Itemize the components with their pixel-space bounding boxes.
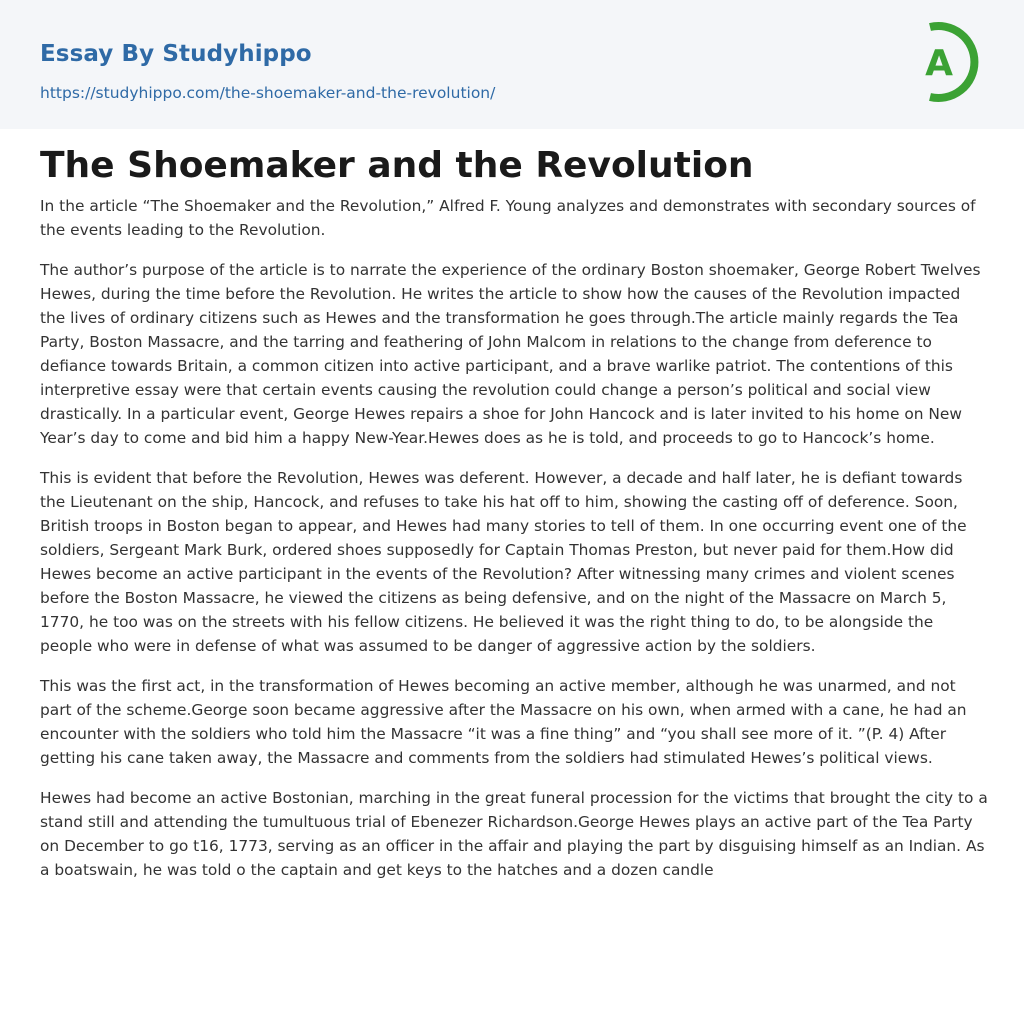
site-header — [0, 0, 1024, 129]
studyhippo-logo-icon[interactable] — [906, 17, 990, 107]
page-url-link[interactable]: https://studyhippo.com/the-shoemaker-and-the-revolution/ — [40, 84, 496, 102]
article-paragraph: In the article “The Shoemaker and the Revolution,” Alfred F. Young analyzes and demonstrates with secondary sources of the events leading to the Revolution. — [40, 197, 976, 239]
brand-title[interactable]: Essay By Studyhippo — [40, 41, 312, 67]
article-paragraph: This was the first act, in the transformation of Hewes becoming an active member, although he was unarmed, and not part of the scheme.George soon became aggressive after the Massacre on his own, when armed with a cane, he had an encounter with the soldiers who told him the Massacre “it was a fine thing” and “you shall see more of it. ”(P. 4) After getting his cane taken away, the Massacre and comments from the soldiers had stimulated Hewes’s political views. — [40, 677, 967, 767]
article-body — [40, 194, 990, 898]
article-paragraph: The author’s purpose of the article is to narrate the experience of the ordinary Boston shoemaker, George Robert Twelves Hewes, during the time before the Revolution. He writes the article to show how the causes of the Revolution impacted the lives of ordinary citizens such as Hewes and the transformation he goes through.The article mainly regards the Tea Party, Boston Massacre, and the tarring and feathering of John Malcom in relations to the change from deference to defiance towards Britain, a common citizen into active participant, and a brave warlike patriot. The contentions of this interpretive essay were that certain events causing the revolution could change a person’s political and social view drastically. In a particular event, George Hewes repairs a shoe for John Hancock and is later invited to his home on New Year’s day to come and bid him a happy New-Year.Hewes does as he is told, and proceeds to go to Hancock’s home. — [40, 261, 981, 447]
logo-letter: A — [925, 43, 953, 84]
article-title: The Shoemaker and the Revolution — [40, 145, 754, 186]
article-paragraph: This is evident that before the Revolution, Hewes was deferent. However, a decade and half later, he is defiant towards the Lieutenant on the ship, Hancock, and refuses to take his hat off to him, showing the casting off of deference. Soon, British troops in Boston began to appear, and Hewes had many stories to tell of them. In one occurring event one of the soldiers, Sergeant Mark Burk, ordered shoes supposedly for Captain Thomas Preston, but never paid for them.How did Hewes become an active participant in the events of the Revolution? After witnessing many crimes and violent scenes before the Boston Massacre, he viewed the citizens as being defensive, and on the night of the Massacre on March 5, 1770, he too was on the streets with his fellow citizens. He believed it was the right thing to do, to be alongside the people who were in defense of what was assumed to be danger of aggressive action by the soldiers. — [40, 469, 967, 655]
article-paragraph: Hewes had become an active Bostonian, marching in the great funeral procession for the victims that brought the city to a stand still and attending the tumultuous trial of Ebenezer Richardson.George Hewes plays an active part of the Tea Party on December to go t16, 1773, serving as an officer in the affair and playing the part by disguising himself as an Indian. As a boatswain, he was told o the captain and get keys to the hatches and a dozen candle — [40, 789, 988, 879]
